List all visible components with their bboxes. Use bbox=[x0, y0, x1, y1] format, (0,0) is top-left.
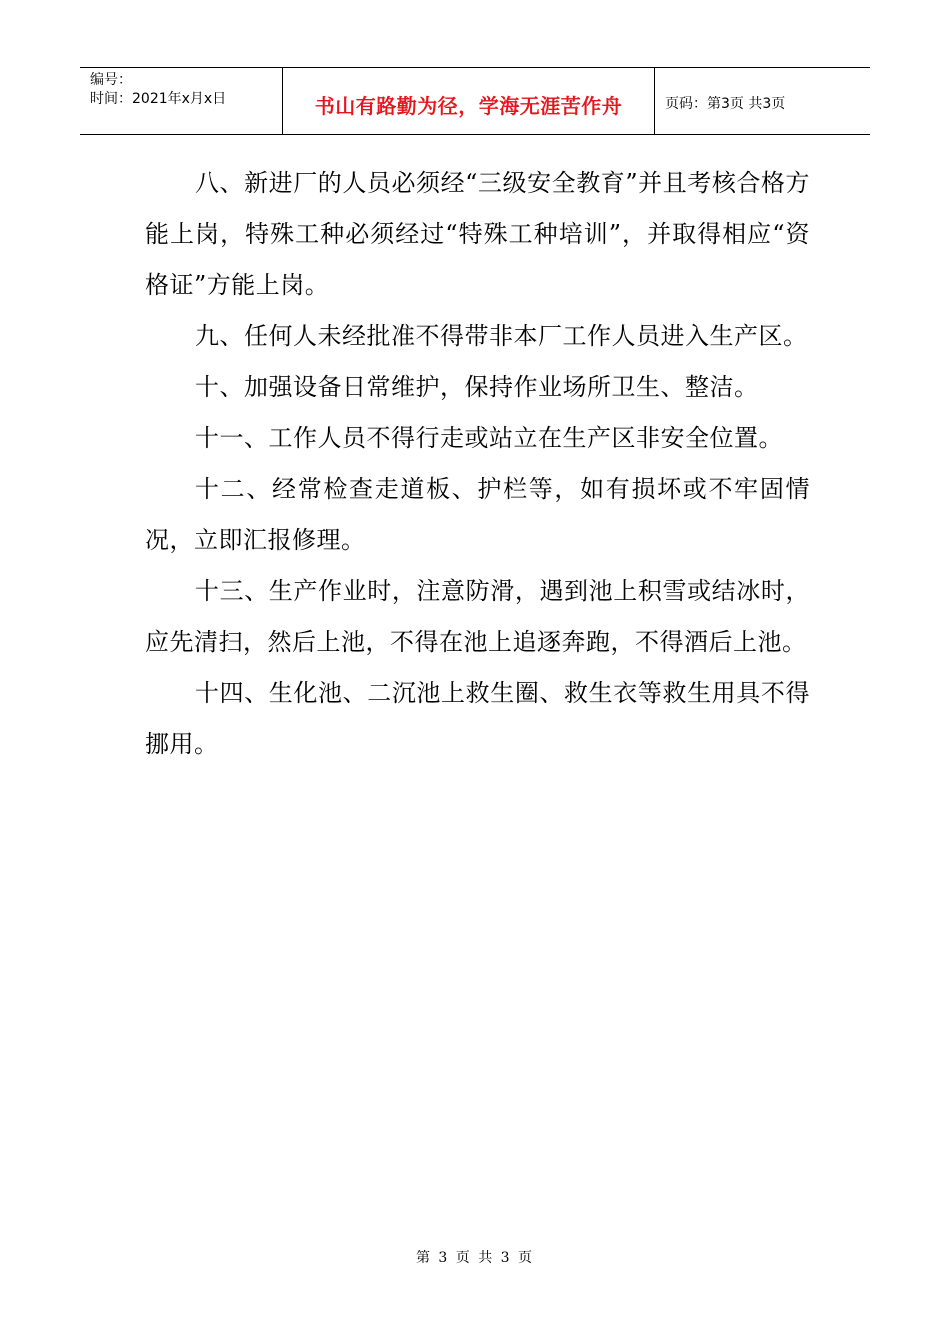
document-header bbox=[80, 67, 870, 135]
paragraph-13: 十三、生产作业时，注意防滑，遇到池上积雪或结冰时，应先清扫，然后上池，不得在池上追逐奔跑，不得酒后上池。 bbox=[145, 577, 810, 656]
document-date: 时间：2021年x月x日 bbox=[90, 91, 227, 107]
paragraph-10: 十、加强设备日常维护，保持作业场所卫生、整洁。 bbox=[195, 373, 759, 401]
paragraph-11: 十一、工作人员不得行走或站立在生产区非安全位置。 bbox=[195, 424, 783, 452]
paragraph-9: 九、任何人未经批准不得带非本厂工作人员进入生产区。 bbox=[195, 322, 808, 350]
paragraph-8: 八、新进厂的人员必须经“三级安全教育”并且考核合格方能上岗，特殊工种必须经过“特殊工种培训”，并取得相应“资格证”方能上岗。 bbox=[145, 169, 810, 299]
document-body bbox=[145, 158, 810, 770]
document-code-label: 编号： bbox=[90, 72, 132, 88]
header-page-info: 页码：第3页 共3页 bbox=[665, 96, 786, 112]
paragraph-14: 十四、生化池、二沉池上救生圈、救生衣等救生用具不得挪用。 bbox=[145, 679, 810, 758]
paragraph-12: 十二、经常检查走道板、护栏等，如有损坏或不牢固情况，立即汇报修理。 bbox=[145, 475, 810, 554]
footer-page-number: 第 3 页 共 3 页 bbox=[415, 1250, 535, 1266]
header-motto: 书山有路勤为径，学海无涯苦作舟 bbox=[314, 93, 623, 118]
header-meta bbox=[80, 68, 282, 134]
header-page-cell bbox=[655, 68, 870, 134]
header-motto-cell bbox=[282, 68, 655, 134]
